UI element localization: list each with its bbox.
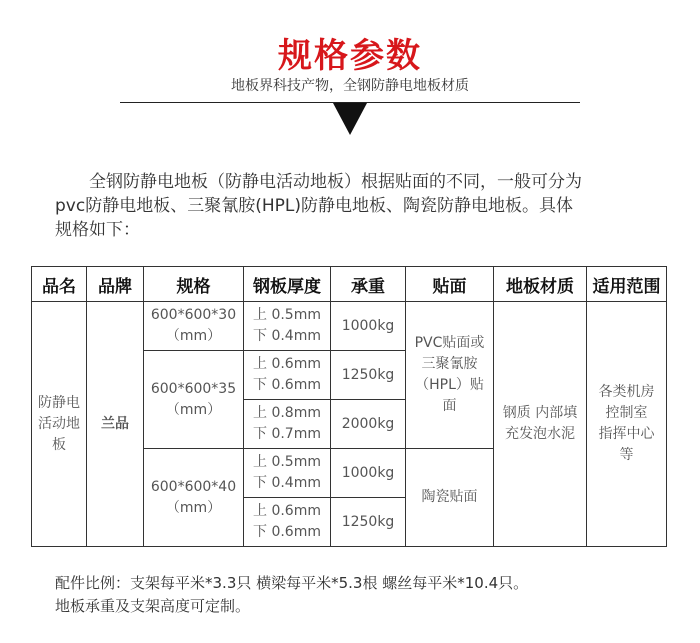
header-thickness: 钢板厚度 (244, 267, 331, 302)
cell-thickness: 上 0.8mm 下 0.7mm (244, 400, 331, 449)
spec-table (31, 266, 667, 547)
notes (55, 572, 675, 618)
cell-surface-ceramic: 陶瓷贴面 (406, 449, 494, 547)
cell-thickness: 上 0.5mm 下 0.4mm (244, 449, 331, 498)
cell-load: 2000kg (331, 400, 406, 449)
header-name: 品名 (32, 267, 87, 302)
header-material: 地板材质 (494, 267, 587, 302)
cell-usage: 各类机房 控制室 指挥中心 等 (587, 302, 667, 547)
cell-thickness: 上 0.6mm 下 0.6mm (244, 351, 331, 400)
header-brand: 品牌 (87, 267, 144, 302)
header-load: 承重 (331, 267, 406, 302)
header-spec: 规格 (144, 267, 244, 302)
cell-spec-30: 600*600*30 （mm） (144, 302, 244, 351)
cell-spec-35: 600*600*35 （mm） (144, 351, 244, 449)
cell-load: 1250kg (331, 351, 406, 400)
cell-material: 钢质 内部填 充发泡水泥 (494, 302, 587, 547)
cell-brand: 兰品 (87, 302, 144, 547)
table-row (32, 302, 667, 351)
notes-line-1: 配件比例：支架每平米*3.3只 横梁每平米*5.3根 螺丝每平米*10.4只。 (55, 574, 529, 592)
intro-line-2: pvc防静电地板、三聚氰胺(HPL)防静电地板、陶瓷防静电地板。具体 (55, 196, 573, 216)
intro-line-3: 规格如下： (55, 220, 140, 240)
intro-paragraph (55, 170, 655, 242)
cell-thickness: 上 0.6mm 下 0.6mm (244, 498, 331, 547)
page-title: 规格参数 (278, 36, 422, 76)
cell-spec-40: 600*600*40 （mm） (144, 449, 244, 547)
page-subtitle: 地板界科技产物，全钢防静电地板材质 (231, 78, 469, 94)
cell-thickness: 上 0.5mm 下 0.4mm (244, 302, 331, 351)
intro-line-1: 全钢防静电地板（防静电活动地板）根据贴面的不同，一般可分为 (89, 172, 582, 192)
table-header-row (32, 267, 667, 302)
cell-surface-pvc-hpl: PVC贴面或 三聚氰胺 （HPL）贴 面 (406, 302, 494, 449)
cell-load: 1000kg (331, 302, 406, 351)
cell-product-name: 防静电 活动地 板 (32, 302, 87, 547)
triangle-down-icon (333, 103, 367, 135)
notes-line-2: 地板承重及支架高度可定制。 (55, 597, 251, 615)
header-usage: 适用范围 (587, 267, 667, 302)
cell-load: 1250kg (331, 498, 406, 547)
header-surface: 贴面 (406, 267, 494, 302)
cell-load: 1000kg (331, 449, 406, 498)
